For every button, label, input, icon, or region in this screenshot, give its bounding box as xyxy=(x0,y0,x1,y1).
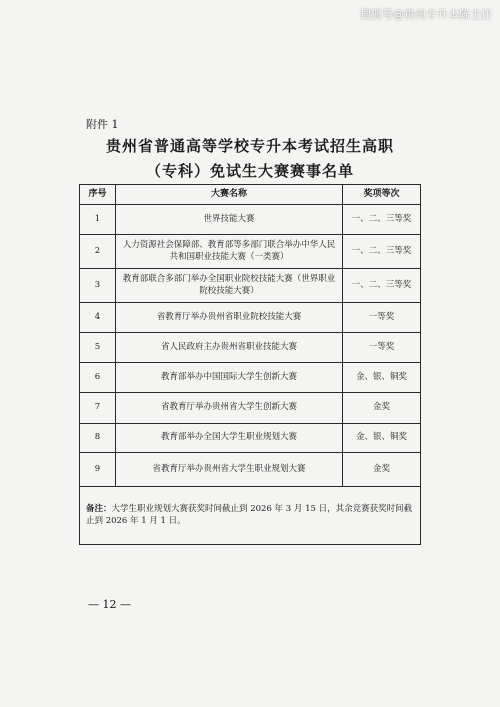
row-number: 1 xyxy=(80,205,116,235)
header-competition-name: 大赛名称 xyxy=(116,185,343,205)
row-award: 金奖 xyxy=(343,453,421,487)
table-row xyxy=(80,205,421,235)
table-row xyxy=(80,333,421,363)
table-header-row xyxy=(80,185,421,205)
note-text: 大学生职业规划大赛获奖时间截止到 2026 年 3 月 15 日，其余竞赛获奖时间截止到 2026 年 1 月 1 日。 xyxy=(86,504,413,526)
header-award-level: 奖项等次 xyxy=(343,185,421,205)
row-award: 金、银、铜奖 xyxy=(343,424,421,453)
row-award: 金奖 xyxy=(343,393,421,424)
row-number: 8 xyxy=(80,424,116,453)
document-title-line1: 贵州省普通高等学校专升本考试招生高职 xyxy=(105,137,394,155)
note-label: 备注： xyxy=(86,504,112,515)
table-row xyxy=(80,303,421,333)
header-number: 序号 xyxy=(80,185,116,205)
row-award: 金、银、铜奖 xyxy=(343,363,421,393)
table-row xyxy=(80,424,421,453)
table-row xyxy=(80,269,421,303)
row-competition-name: 省教育厅举办贵州省职业院校技能大赛 xyxy=(116,303,343,333)
table-row xyxy=(80,235,421,269)
row-award: 一等奖 xyxy=(343,333,421,363)
row-competition-name: 世界技能大赛 xyxy=(116,205,343,235)
row-competition-name: 教育部举办中国国际大学生创新大赛 xyxy=(116,363,343,393)
row-competition-name: 人力资源社会保障部、教育部等多部门联合举办中华人民共和国职业技能大赛（一类赛） xyxy=(116,235,343,269)
attachment-label: 附件 1 xyxy=(86,118,119,131)
row-award: 一、二、三等奖 xyxy=(343,205,421,235)
row-award: 一、二、三等奖 xyxy=(343,269,421,303)
note-row xyxy=(80,487,421,545)
table-row xyxy=(80,363,421,393)
row-number: 5 xyxy=(80,333,116,363)
competition-table xyxy=(79,184,421,545)
row-number: 7 xyxy=(80,393,116,424)
table-row xyxy=(80,453,421,487)
row-competition-name: 省教育厅举办贵州省大学生职业规划大赛 xyxy=(116,453,343,487)
table-row xyxy=(80,393,421,424)
row-competition-name: 教育部举办全国大学生职业规划大赛 xyxy=(116,424,343,453)
page-number: — 12 — xyxy=(88,598,131,611)
row-number: 2 xyxy=(80,235,116,269)
row-number: 4 xyxy=(80,303,116,333)
row-number: 6 xyxy=(80,363,116,393)
document-title-line2: （专科）免试生大赛赛事名单 xyxy=(145,162,354,180)
row-competition-name: 省人民政府主办贵州省职业技能大赛 xyxy=(116,333,343,363)
row-award: 一、二、三等奖 xyxy=(343,235,421,269)
row-award: 一等奖 xyxy=(343,303,421,333)
row-number: 3 xyxy=(80,269,116,303)
row-competition-name: 省教育厅举办贵州省大学生创新大赛 xyxy=(116,393,343,424)
row-competition-name: 教育部联合多部门举办全国职业院校技能大赛（世界职业院校技能大赛） xyxy=(116,269,343,303)
note-cell xyxy=(80,487,421,545)
row-number: 9 xyxy=(80,453,116,487)
watermark: 搜狐号@贵州专升本陈主任 xyxy=(360,8,492,21)
